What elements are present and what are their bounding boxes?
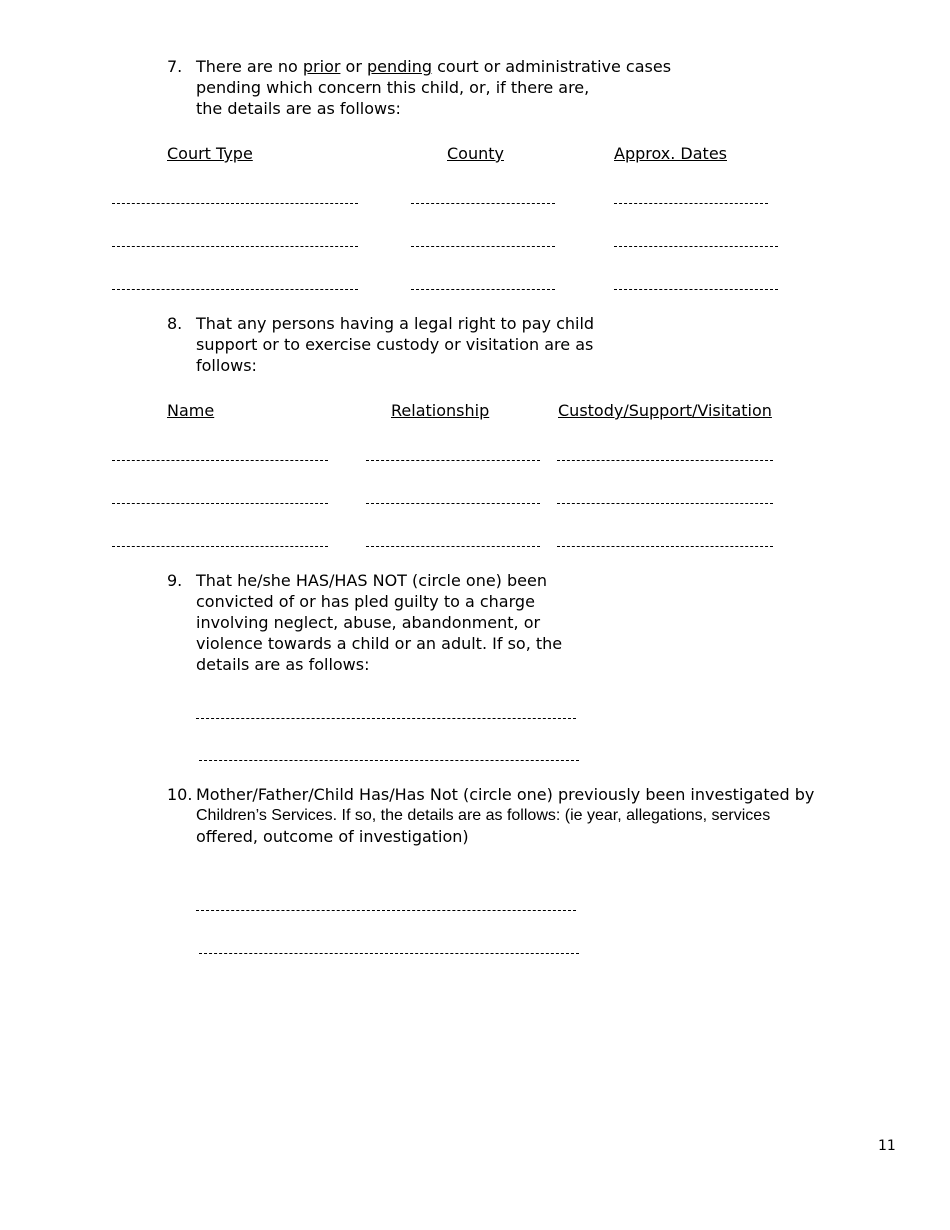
relationship-header: Relationship xyxy=(391,401,490,420)
county-blank-2[interactable] xyxy=(411,246,555,247)
name-blank-2[interactable] xyxy=(112,503,328,504)
custody-support-visitation-header: Custody/Support/Visitation xyxy=(558,401,772,420)
county-blank-1[interactable] xyxy=(411,203,555,204)
approx-dates-blank-3[interactable] xyxy=(614,289,778,290)
court-type-header: Court Type xyxy=(167,144,253,163)
approx-dates-blank-1[interactable] xyxy=(614,203,768,204)
item-10-line-2: Children’s Services. If so, the details are as follows: (ie year, allegations, services xyxy=(196,807,771,824)
relationship-blank-1[interactable] xyxy=(366,460,540,461)
item-9-details-blank-1[interactable] xyxy=(196,718,576,719)
approx-dates-blank-2[interactable] xyxy=(614,246,778,247)
page-number: 11 xyxy=(878,1138,896,1154)
item-7-number: 7. xyxy=(167,57,183,76)
item-10-text xyxy=(196,784,893,847)
name-header: Name xyxy=(167,401,215,420)
item-9-number: 9. xyxy=(167,571,183,590)
name-blank-3[interactable] xyxy=(112,546,328,547)
item-8-text xyxy=(196,313,594,376)
county-blank-3[interactable] xyxy=(411,289,555,290)
custody-blank-3[interactable] xyxy=(557,546,773,547)
item-7-text xyxy=(196,56,671,119)
item-9-details-blank-2[interactable] xyxy=(199,760,579,761)
item-7-line-1: There are no prior or pending court or administrative cases xyxy=(196,57,672,76)
item-8-line-3: follows: xyxy=(196,356,257,375)
item-10-line-1: Mother/Father/Child Has/Has Not (circle one) previously been investigated by xyxy=(196,785,815,804)
item-8-line-1: That any persons having a legal right to pay child xyxy=(196,314,595,333)
approx-dates-header: Approx. Dates xyxy=(614,144,727,163)
county-header: County xyxy=(447,144,504,163)
item-10-line-3: offered, outcome of investigation) xyxy=(196,827,469,846)
prior-word: prior xyxy=(302,57,341,76)
court-type-blank-2[interactable] xyxy=(112,246,358,247)
item-9-text xyxy=(196,570,562,675)
item-9-line-5: details are as follows: xyxy=(196,655,370,674)
court-type-blank-3[interactable] xyxy=(112,289,358,290)
custody-blank-1[interactable] xyxy=(557,460,773,461)
item-8-line-2: support or to exercise custody or visitation are as xyxy=(196,335,594,354)
item-7-line-3: the details are as follows: xyxy=(196,99,401,118)
relationship-blank-3[interactable] xyxy=(366,546,540,547)
item-10-details-blank-2[interactable] xyxy=(199,953,579,954)
item-10-details-blank-1[interactable] xyxy=(196,910,576,911)
item-9-line-1: That he/she HAS/HAS NOT (circle one) been xyxy=(196,571,547,590)
item-9-line-4: violence towards a child or an adult. If so, the xyxy=(196,634,563,653)
item-7-line-2: pending which concern this child, or, if there are, xyxy=(196,78,590,97)
item-9-line-3: involving neglect, abuse, abandonment, or xyxy=(196,613,541,632)
item-8-number: 8. xyxy=(167,314,183,333)
pending-word: pending xyxy=(366,57,433,76)
item-9-line-2: convicted of or has pled guilty to a charge xyxy=(196,592,535,611)
relationship-blank-2[interactable] xyxy=(366,503,540,504)
court-type-blank-1[interactable] xyxy=(112,203,358,204)
item-10-number: 10. xyxy=(167,785,193,804)
custody-blank-2[interactable] xyxy=(557,503,773,504)
name-blank-1[interactable] xyxy=(112,460,328,461)
